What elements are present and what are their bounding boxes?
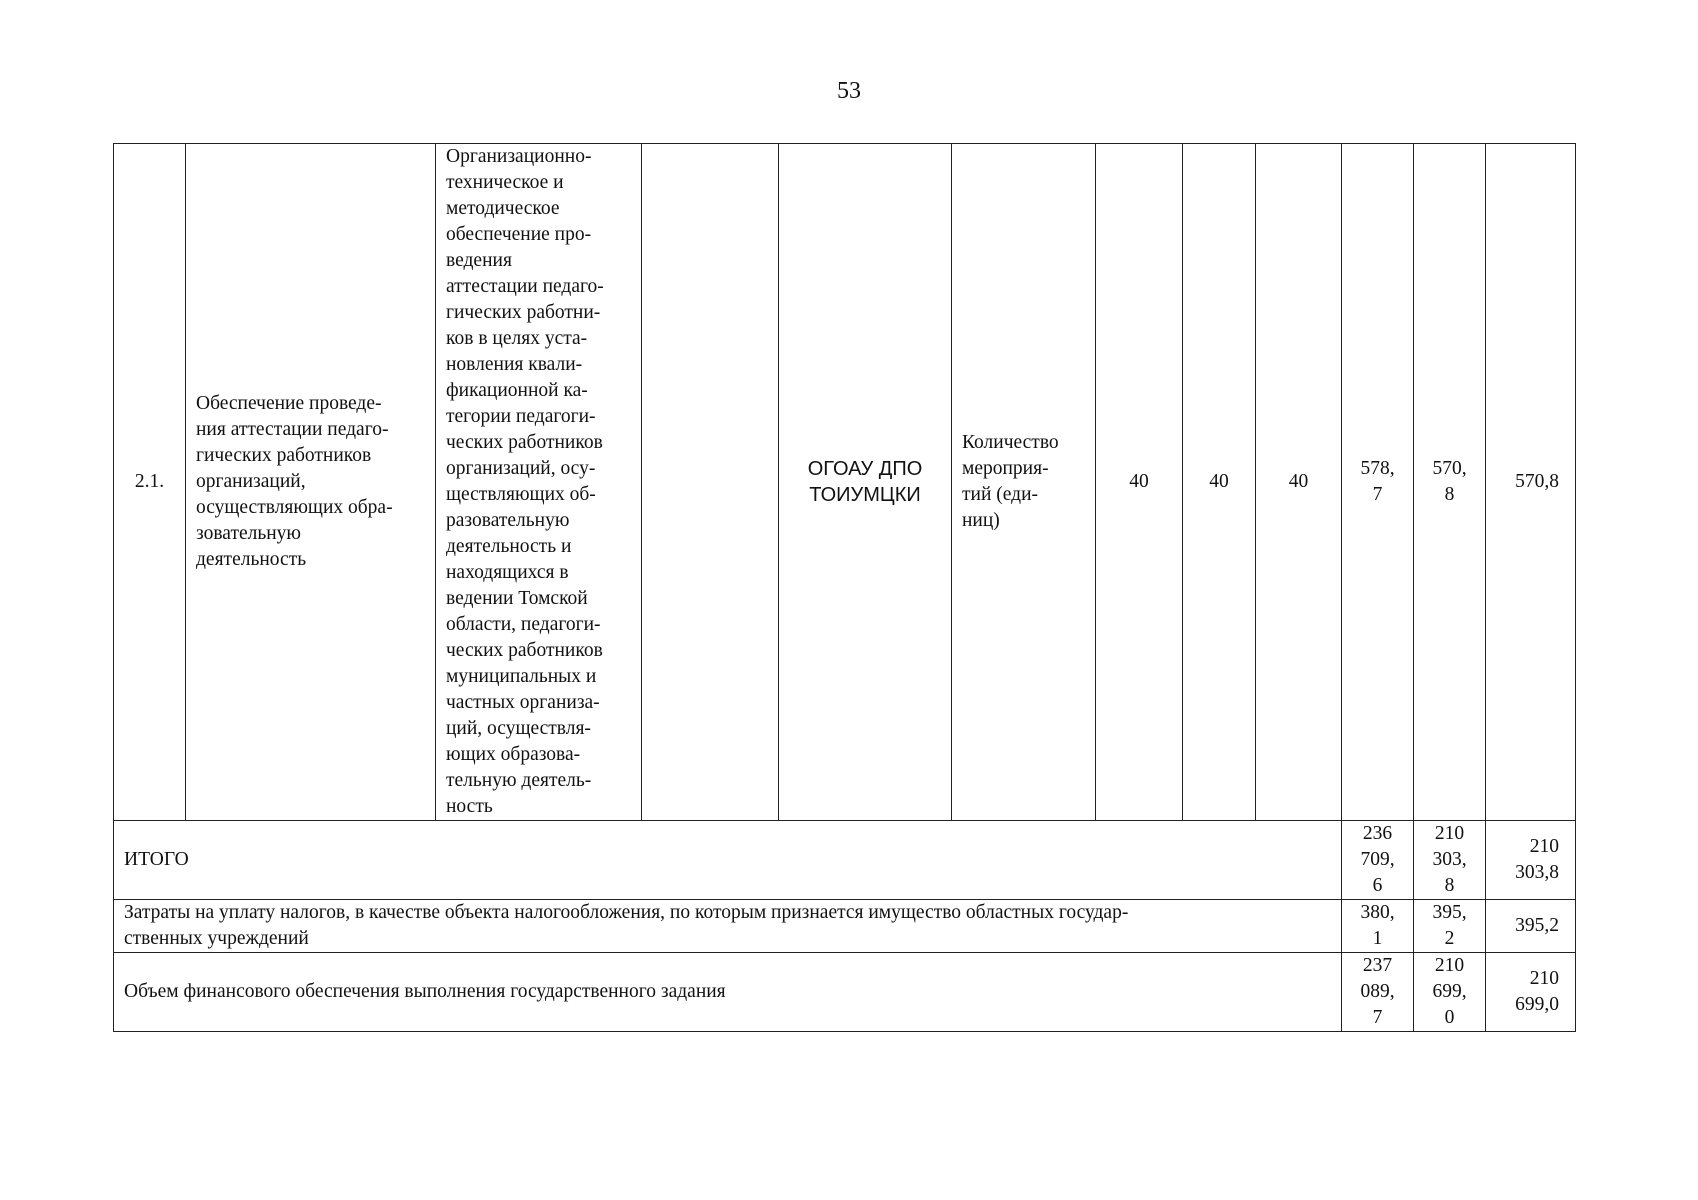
description-line: разовательную bbox=[446, 510, 570, 531]
description-line: ведения bbox=[446, 250, 512, 271]
funding-part: 237 bbox=[1362, 955, 1393, 976]
funding-part: 699, bbox=[1432, 981, 1467, 1002]
description-line: гических работни- bbox=[446, 302, 601, 323]
description-line: тегории педагоги- bbox=[446, 406, 596, 427]
activity-name-line: Обеспечение проведе- bbox=[196, 393, 382, 414]
description-line: деятельность и bbox=[446, 536, 572, 557]
total-year-3 bbox=[1486, 821, 1576, 900]
indicator-line: мероприя- bbox=[962, 458, 1049, 479]
volume-year-1 bbox=[1342, 953, 1414, 1032]
funding-year-2 bbox=[1414, 144, 1486, 821]
tax-year-3 bbox=[1486, 900, 1576, 953]
funding-part: 395, bbox=[1432, 902, 1467, 923]
funding-part: 2 bbox=[1444, 928, 1455, 949]
tax-year-2 bbox=[1414, 900, 1486, 953]
funding-part: 7 bbox=[1372, 484, 1383, 505]
description-line: фикационной ка- bbox=[446, 380, 588, 401]
description-line: новления квали- bbox=[446, 354, 583, 375]
activity-name-cell bbox=[186, 144, 436, 821]
tax-label-line: Затраты на уплату налогов, в качестве объекта налогообложения, по которым признается имущество областных государ- bbox=[124, 902, 1129, 923]
activity-description-cell bbox=[436, 144, 642, 821]
funding-part: 210 bbox=[1529, 968, 1559, 989]
funding-part: 6 bbox=[1372, 875, 1383, 896]
description-line: ческих работников bbox=[446, 640, 603, 661]
funding-part: 8 bbox=[1444, 875, 1455, 896]
funding-part: 210 bbox=[1529, 836, 1559, 857]
description-line: техническое и bbox=[446, 172, 564, 193]
funding-part: 395,2 bbox=[1515, 915, 1559, 936]
total-label: ИТОГО bbox=[114, 821, 1342, 900]
organization-line: ТОИУМЦКИ bbox=[809, 484, 921, 506]
description-line: ведении Томской bbox=[446, 588, 588, 609]
indicator-value-year-3: 40 bbox=[1256, 144, 1342, 821]
activity-name-line: осуществляющих обра- bbox=[196, 497, 393, 518]
volume-row bbox=[114, 953, 1576, 1032]
funding-part: 570, bbox=[1432, 458, 1467, 479]
activity-name-line: деятельность bbox=[196, 549, 307, 570]
activity-name-line: организаций, bbox=[196, 471, 306, 492]
activity-name-line: гических работников bbox=[196, 445, 372, 466]
description-line: области, педагоги- bbox=[446, 614, 601, 635]
organization-line: ОГОАУ ДПО bbox=[807, 458, 923, 480]
volume-year-3 bbox=[1486, 953, 1576, 1032]
description-line: ность bbox=[446, 796, 493, 817]
description-line: организаций, осу- bbox=[446, 458, 596, 479]
activity-name-line: ния аттестации педаго- bbox=[196, 419, 389, 440]
description-line: частных организа- bbox=[446, 692, 600, 713]
indicator-line: тий (еди- bbox=[962, 484, 1039, 505]
volume-label: Объем финансового обеспечения выполнения государственного задания bbox=[114, 953, 1342, 1032]
funding-part: 236 bbox=[1362, 823, 1393, 844]
funding-year-3 bbox=[1486, 144, 1576, 821]
funding-part: 303, bbox=[1432, 849, 1467, 870]
total-row bbox=[114, 821, 1576, 900]
financing-table bbox=[113, 143, 1576, 1032]
funding-part: 303,8 bbox=[1515, 862, 1559, 883]
total-year-2 bbox=[1414, 821, 1486, 900]
activity-name-line: зовательную bbox=[196, 523, 301, 544]
funding-part: 0 bbox=[1444, 1007, 1455, 1028]
funding-part: 709, bbox=[1360, 849, 1395, 870]
indicator-value-year-1: 40 bbox=[1096, 144, 1183, 821]
funding-part: 380, bbox=[1360, 902, 1395, 923]
description-line: ков в целях уста- bbox=[446, 328, 588, 349]
funding-part: 8 bbox=[1444, 484, 1455, 505]
volume-year-2 bbox=[1414, 953, 1486, 1032]
description-line: ций, осуществля- bbox=[446, 718, 591, 739]
tax-label bbox=[114, 900, 1342, 953]
description-line: обеспечение про- bbox=[446, 224, 592, 245]
description-line: муниципальных и bbox=[446, 666, 597, 687]
indicator-line: Количество bbox=[962, 432, 1059, 453]
table-row bbox=[114, 144, 1576, 821]
description-line: аттестации педаго- bbox=[446, 276, 604, 297]
funding-part: 7 bbox=[1372, 1007, 1383, 1028]
funding-part: 699,0 bbox=[1515, 994, 1559, 1015]
description-line: методическое bbox=[446, 198, 560, 219]
tax-row bbox=[114, 900, 1576, 953]
organization-cell bbox=[779, 144, 952, 821]
funding-year-1 bbox=[1342, 144, 1414, 821]
funding-part: 570,8 bbox=[1515, 471, 1559, 492]
indicator-value-year-2: 40 bbox=[1183, 144, 1256, 821]
description-line: находящихся в bbox=[446, 562, 569, 583]
indicator-cell bbox=[952, 144, 1096, 821]
tax-label-line: ственных учреждений bbox=[124, 928, 309, 949]
description-line: ществляющих об- bbox=[446, 484, 596, 505]
description-line: ческих работников bbox=[446, 432, 603, 453]
page-number: 53 bbox=[837, 78, 861, 104]
total-year-1 bbox=[1342, 821, 1414, 900]
description-line: ющих образова- bbox=[446, 744, 581, 765]
row-number: 2.1. bbox=[114, 144, 186, 821]
tax-year-1 bbox=[1342, 900, 1414, 953]
description-line: тельную деятель- bbox=[446, 770, 592, 791]
empty-cell bbox=[642, 144, 779, 821]
funding-part: 210 bbox=[1434, 955, 1465, 976]
funding-part: 1 bbox=[1372, 928, 1383, 949]
funding-part: 089, bbox=[1360, 981, 1395, 1002]
indicator-line: ниц) bbox=[962, 510, 1000, 531]
funding-part: 210 bbox=[1434, 823, 1465, 844]
description-line: Организационно- bbox=[446, 146, 592, 167]
funding-part: 578, bbox=[1360, 458, 1395, 479]
